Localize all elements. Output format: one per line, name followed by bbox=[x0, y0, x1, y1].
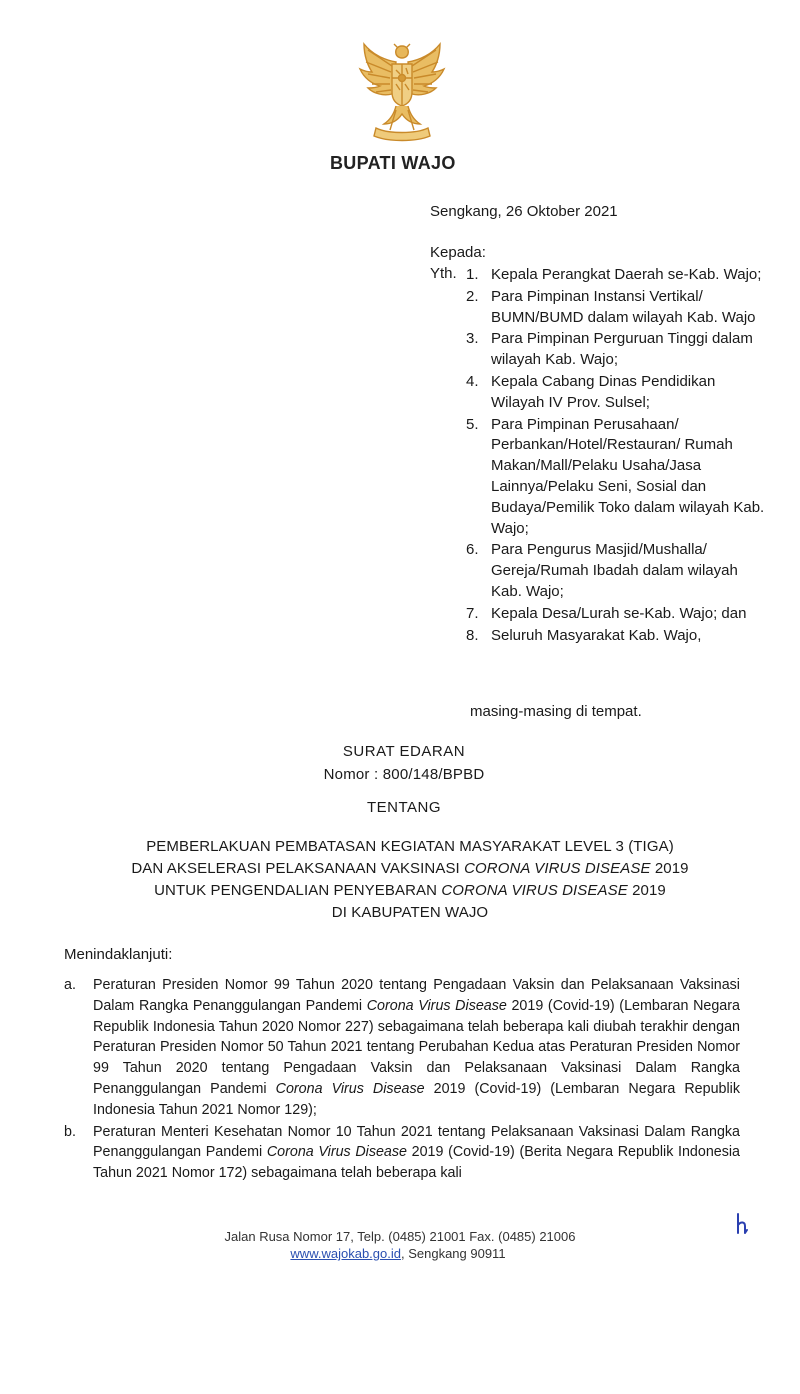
footer-web-line bbox=[0, 1246, 798, 1261]
circular-number: Nomor : 800/148/BPBD bbox=[323, 766, 485, 783]
subject-italic: CORONA VIRUS DISEASE bbox=[464, 860, 651, 877]
recipient-list bbox=[466, 265, 766, 647]
subject-text: DI KABUPATEN WAJO bbox=[331, 904, 489, 921]
recipient-number: 6. bbox=[466, 541, 479, 559]
legal-basis-item bbox=[64, 1122, 740, 1184]
legal-basis-italic: Corona Virus Disease bbox=[275, 1080, 425, 1097]
to-label: Kepada: bbox=[430, 244, 486, 261]
circular-about: TENTANG bbox=[366, 799, 442, 816]
subject-line bbox=[10, 836, 800, 858]
office-title: BUPATI WAJO bbox=[330, 153, 456, 173]
website-link[interactable]: www.wajokab.go.id bbox=[290, 1246, 401, 1261]
subject-italic: CORONA VIRUS DISEASE bbox=[441, 882, 628, 899]
subject-text: UNTUK PENGENDALIAN PENYEBARAN bbox=[154, 882, 442, 899]
garuda-emblem-icon bbox=[354, 40, 450, 146]
subject-text: DAN AKSELERASI PELAKSANAAN VAKSINASI bbox=[131, 860, 465, 877]
legal-basis-letter: b. bbox=[64, 1123, 76, 1140]
legal-basis-segment: Peraturan Presiden Nomor 99 Tahun 2020 tentang Pengadaan Vaksin dan Pelaksanaan Vaksinasi Dalam Rangka Penanggulangan Pandemi bbox=[93, 977, 740, 1014]
legal-basis-segment: 2019 (Covid-19) (Berita Negara Republik Indonesia Tahun 2021 Nomor 172) sebagaimana telah beberapa kali bbox=[93, 1144, 740, 1182]
letter-date: Sengkang, 26 Oktober 2021 bbox=[430, 203, 618, 220]
recipient-text: Para Pimpinan Perguruan Tinggi dalam wilayah Kab. Wajo; bbox=[491, 330, 753, 369]
recipient-item bbox=[466, 626, 766, 647]
recipient-item bbox=[466, 540, 766, 602]
recipient-item bbox=[466, 604, 766, 625]
legal-basis-letter: a. bbox=[64, 977, 76, 993]
legal-basis-segment: Peraturan Menteri Kesehatan Nomor 10 Tahun 2021 tentang Pelaksanaan Vaksinasi Dalam Rangka Penanggulangan Pandemi bbox=[93, 1123, 740, 1161]
closing-line: masing-masing di tempat. bbox=[470, 703, 642, 720]
salutation: Yth. bbox=[430, 265, 457, 282]
recipient-text: Para Pimpinan Perusahaan/ Perbankan/Hotel/Restauran/ Rumah Makan/Mall/Pelaku Usaha/Jasa Lainnya/Pelaku Seni, Sosial dan Budaya/Pemilik Toko dalam wilayah Kab. Wajo; bbox=[491, 415, 765, 537]
recipient-item bbox=[466, 287, 766, 329]
recipient-text: Para Pimpinan Instansi Vertikal/ BUMN/BUMD dalam wilayah Kab. Wajo bbox=[491, 287, 756, 326]
footer-city: , Sengkang 90911 bbox=[400, 1246, 506, 1261]
recipient-item bbox=[466, 415, 766, 540]
subject-text: PEMBERLAKUAN PEMBATASAN KEGIATAN MASYARAKAT LEVEL 3 (TIGA) bbox=[146, 838, 674, 855]
legal-basis-segment: 2019 (Covid-19) (Lembaran Negara Republik Indonesia Tahun 2021 Nomor 129); bbox=[93, 1080, 740, 1118]
recipient-text: Kepala Desa/Lurah se-Kab. Wajo; dan bbox=[491, 604, 747, 622]
recipient-item bbox=[466, 265, 766, 286]
legal-basis-list bbox=[64, 975, 740, 1185]
recipient-text: Seluruh Masyarakat Kab. Wajo, bbox=[491, 626, 702, 644]
recipient-number: 7. bbox=[466, 604, 479, 622]
recipient-number: 2. bbox=[466, 287, 479, 305]
subject-text: 2019 bbox=[650, 860, 689, 877]
recipient-number: 3. bbox=[466, 330, 479, 348]
legal-basis-segment: 2019 (Covid-19) (Lembaran Negara Republik Indonesia Tahun 2020 Nomor 227) sebagaimana telah beberapa kali diubah terakhir dengan Peraturan Presiden Nomor 50 Tahun 2021 tentang Perubahan Kedua atas Peraturan Presiden Nomor 99 Tahun 2020 tentang Pengadaan Vaksin dan Pelaksanaan Vaksinasi Dalam Rangka Penanggulangan Pandemi bbox=[93, 997, 740, 1097]
recipient-text: Para Pengurus Masjid/Mushalla/ Gereja/Rumah Ibadah dalam wilayah Kab. Wajo; bbox=[491, 541, 738, 600]
legal-basis-text bbox=[64, 1122, 740, 1184]
legal-basis-item bbox=[64, 975, 740, 1121]
recipient-item bbox=[466, 372, 766, 414]
footer-address: Jalan Rusa Nomor 17, Telp. (0485) 21001 Fax. (0485) 21006 bbox=[224, 1229, 576, 1244]
recipient-text: Kepala Cabang Dinas Pendidikan Wilayah IV Prov. Sulsel; bbox=[491, 372, 716, 411]
circular-subject bbox=[10, 836, 800, 924]
circular-title: SURAT EDARAN bbox=[342, 743, 466, 760]
subject-text: 2019 bbox=[627, 882, 666, 899]
recipient-number: 8. bbox=[466, 626, 479, 644]
subject-line bbox=[10, 858, 800, 880]
legal-basis-italic: Corona Virus Disease bbox=[366, 997, 507, 1014]
recipient-number: 4. bbox=[466, 372, 479, 390]
recipient-item bbox=[466, 329, 766, 371]
legal-basis-text bbox=[64, 975, 740, 1121]
subject-line bbox=[10, 880, 800, 902]
intro-text: Menindaklanjuti: bbox=[64, 946, 173, 963]
recipient-number: 1. bbox=[466, 266, 479, 283]
recipient-number: 5. bbox=[466, 415, 479, 433]
subject-line bbox=[10, 902, 800, 924]
recipient-text: Kepala Perangkat Daerah se-Kab. Wajo; bbox=[491, 266, 762, 283]
legal-basis-italic: Corona Virus Disease bbox=[266, 1144, 407, 1161]
